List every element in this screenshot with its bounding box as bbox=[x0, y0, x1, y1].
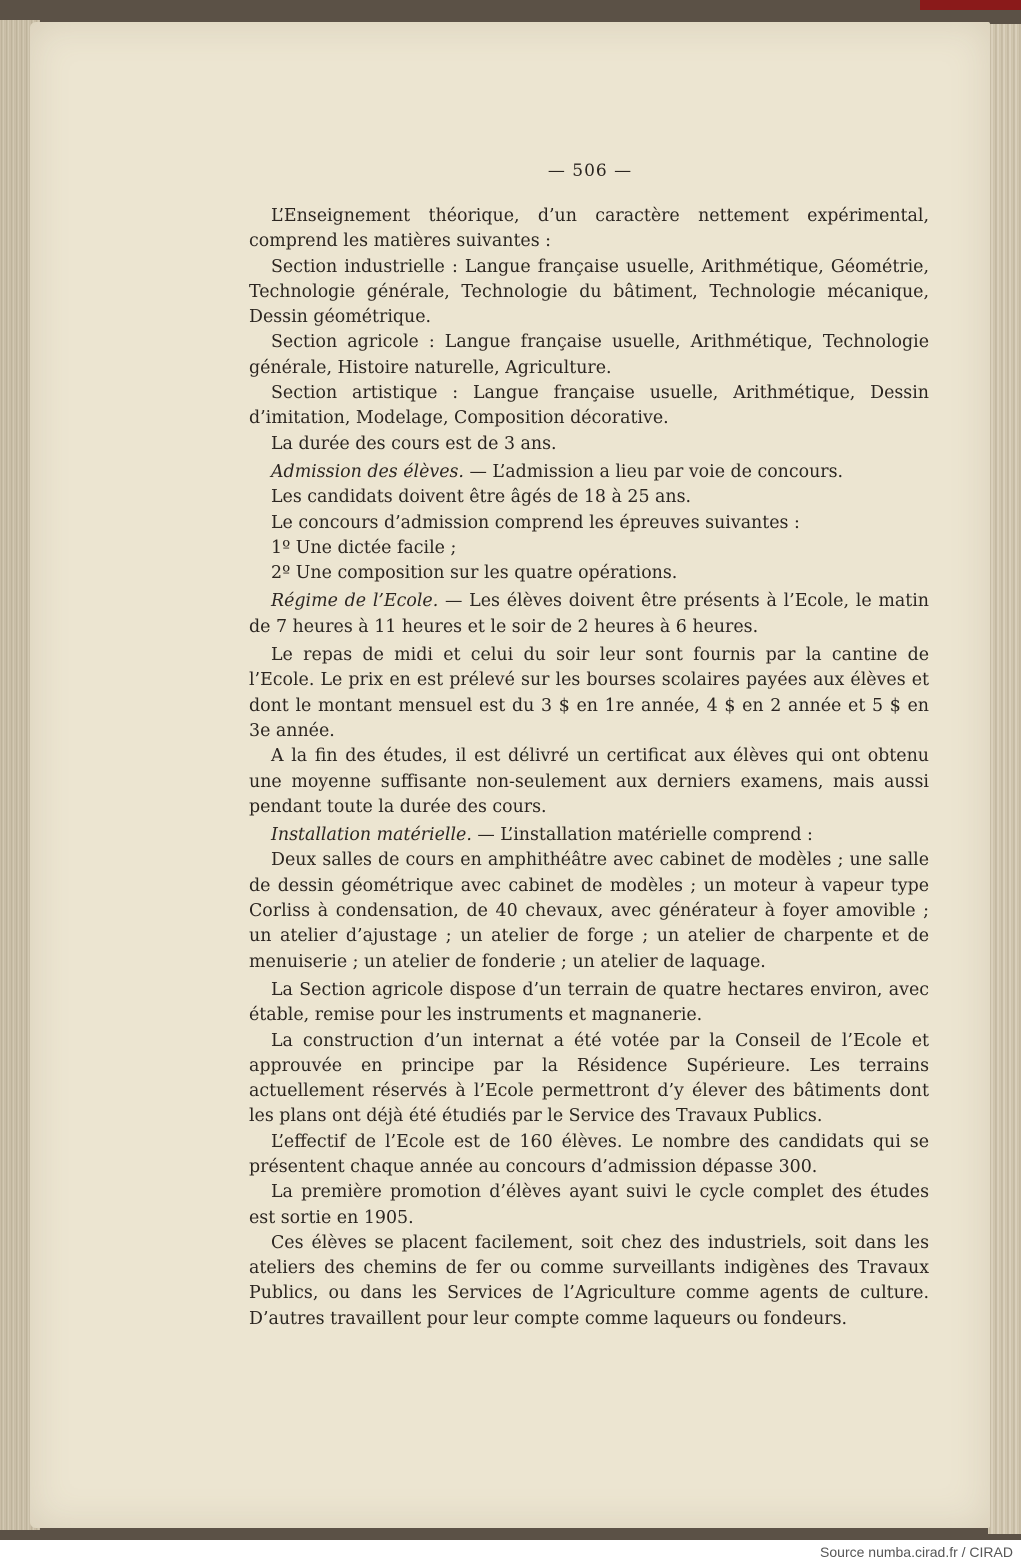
paragraph: Le concours d’admission comprend les épreuves suivantes : bbox=[271, 512, 800, 533]
section-heading: Admission des élèves. bbox=[271, 461, 464, 482]
body-text bbox=[249, 204, 929, 1332]
paragraph: La durée des cours est de 3 ans. bbox=[271, 433, 557, 454]
paragraph: Le repas de midi et celui du soir leur sont fournis par la cantine de l’Ecole. Le prix en est prélevé sur les bourses scolaires payées aux élèves et dont le montant mensuel est du 3 $ en 1re année, 4 $ en 2 année et 5 $ en 3e année. bbox=[249, 645, 929, 741]
section-heading: Régime de l’Ecole. bbox=[271, 591, 439, 612]
paragraph: La Section agricole dispose d’un terrain de quatre hectares environ, avec étable, remise pour les instruments et magnanerie. bbox=[249, 979, 929, 1026]
paragraph: Section industrielle : Langue française usuelle, Arithmétique, Géométrie, Technologie générale, Technologie du bâtiment, Technologie mécanique, Dessin géométrique. bbox=[249, 256, 929, 328]
paragraph: Section artistique : Langue française usuelle, Arithmétique, Dessin d’imitation, Modelage, Composition décorative. bbox=[249, 383, 929, 429]
paragraph: Les candidats doivent être âgés de 18 à 25 ans. bbox=[271, 487, 692, 508]
source-credit: Source numba.cirad.fr / CIRAD bbox=[820, 1544, 1013, 1560]
section-heading: Installation matérielle. bbox=[271, 825, 472, 846]
paragraph: Ces élèves se placent facilement, soit chez des industriels, soit dans les ateliers des chemins de fer ou comme surveillants indigènes des Travaux Publics, ou dans les Services de l’Agriculture comme agents de culture. D’autres travaillent pour leur compte comme laqueurs ou fondeurs. bbox=[249, 1232, 929, 1329]
paragraph: Régime de l’Ecole. — Les élèves doivent être présents à l’Ecole, le matin de 7 heures à 11 heures et le soir de 2 heures à 6 heures. bbox=[249, 591, 929, 637]
paragraph: La première promotion d’élèves ayant suivi le cycle complet des études est sortie en 1905. bbox=[249, 1182, 929, 1228]
paragraph: 2º Une composition sur les quatre opérations. bbox=[271, 563, 678, 584]
paragraph: 1º Une dictée facile ; bbox=[271, 537, 457, 558]
paragraph: A la fin des études, il est délivré un certificat aux élèves qui ont obtenu une moyenne suffisante non-seulement aux derniers examens, mais aussi pendant toute la durée des cours. bbox=[249, 746, 929, 817]
paragraph: Admission des élèves. — L’admission a lieu par voie de concours. bbox=[271, 461, 844, 482]
paragraph: Deux salles de cours en amphithéâtre avec cabinet de modèles ; une salle de dessin géométrique avec cabinet de modèles ; un moteur à vapeur type Corliss à condensation, de 40 chevaux, avec générateur à foyer amovible ; un atelier d’ajustage ; un atelier de forge ; un atelier de charpente et de menuiserie ; un atelier de fonderie ; un atelier de laquage. bbox=[249, 850, 929, 972]
page-number: — 506 — bbox=[547, 161, 633, 181]
paragraph: Section agricole : Langue française usuelle, Arithmétique, Technologie générale, Histoire naturelle, Agriculture. bbox=[249, 332, 929, 378]
paragraph: L’effectif de l’Ecole est de 160 élèves. Le nombre des candidats qui se présentent chaque année au concours d’admission dépasse 300. bbox=[249, 1131, 929, 1177]
paragraph: Installation matérielle. — L’installation matérielle comprend : bbox=[271, 825, 813, 846]
paragraph: L’Enseignement théorique, d’un caractère nettement expérimental, comprend les matières suivantes : bbox=[249, 206, 929, 252]
paragraph: La construction d’un internat a été votée par la Conseil de l’Ecole et approuvée en principe par la Résidence Supérieure. Les terrains actuellement réservés à l’Ecole permettront d’y élever des bâtiments dont les plans ont déjà été étudiés par le Service des Travaux Publics. bbox=[249, 1030, 929, 1127]
book-edge-red bbox=[920, 0, 1021, 10]
page-stack-right bbox=[988, 24, 1021, 1534]
